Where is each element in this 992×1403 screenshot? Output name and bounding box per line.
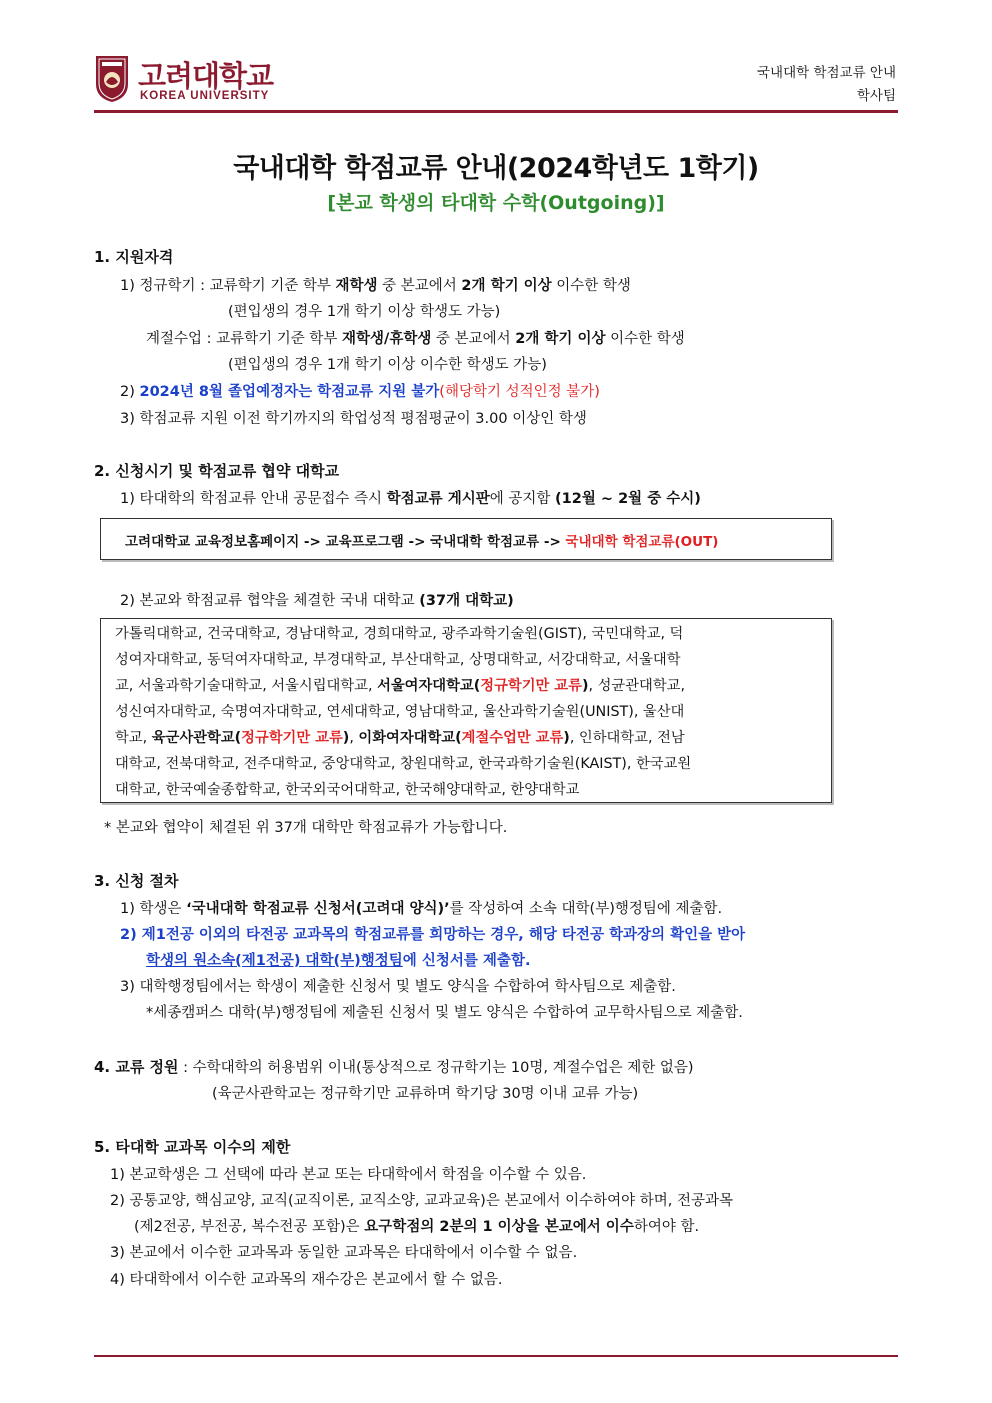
text-bold: 서울여자대학교(: [377, 678, 481, 694]
text-bold: 육군사관학교(: [151, 730, 242, 746]
page-title: 국내대학 학점교류 안내(2024학년도 1학기): [233, 153, 759, 184]
text: 이수한 학생: [551, 278, 631, 294]
university-seal-icon: [94, 54, 130, 104]
s3-item-1: [120, 897, 722, 918]
text-bold: ): [581, 678, 589, 694]
text: 이수한 학생: [605, 331, 685, 347]
submit-office: 학생의 원소속(제1전공) 대학(부)행정팀: [146, 953, 403, 969]
s3-item-3: 3) 대학행정팀에서는 학생이 제출한 신청서 및 별도 양식을 수합하여 학사팀으로 제출함.: [120, 979, 676, 995]
university-list-line: 성여자대학교, 동덕여자대학교, 부경대학교, 부산대학교, 상명대학교, 서강대학교, 서울대학: [115, 652, 681, 668]
page-subtitle: [본교 학생의 타대학 수학(Outgoing)]: [327, 192, 665, 214]
partner-universities-box: [100, 618, 832, 803]
text: : 수학대학의 허용범위 이내(통상적으로 정규학기는 10명, 계절수업은 제한 없음): [178, 1060, 694, 1076]
text-bold: 이화여자대학교(: [358, 730, 462, 746]
header-department: 학사팀: [856, 88, 896, 104]
university-list-line: 대학교, 전북대학교, 전주대학교, 중앙대학교, 창원대학교, 한국과학기술원(KAIST), 한국교원: [115, 756, 692, 772]
text-bold: 재학생: [335, 278, 378, 294]
s5-item-1: 1) 본교학생은 그 선택에 따라 본교 또는 타대학에서 학점을 이수할 수 있음.: [110, 1167, 587, 1183]
text: 중 본교에서: [431, 331, 516, 347]
text: 1) 정규학기 : 교류학기 기준 학부: [120, 278, 336, 294]
university-list-line: [115, 727, 685, 747]
section-4: [94, 1056, 694, 1077]
text: 에 신청서를 제출함.: [402, 953, 531, 969]
section-2-heading: 2. 신청시기 및 학점교류 협약 대학교: [94, 462, 340, 480]
path-target: 국내대학 학점교류(OUT): [565, 534, 719, 550]
section-3-heading: 3. 신청 절차: [94, 872, 179, 890]
university-list-line: 대학교, 한국예술종합학교, 한국외국어대학교, 한국해양대학교, 한양대학교: [115, 782, 580, 798]
text: 하여야 함.: [633, 1219, 700, 1235]
s2-note: * 본교와 협약이 체결된 위 37개 대학만 학점교류가 가능합니다.: [104, 820, 508, 836]
section-5-heading: 5. 타대학 교과목 이수의 제한: [94, 1138, 291, 1156]
text-bold: 요구학점의 2분의 1 이상을 본교에서 이수: [364, 1219, 634, 1235]
s2-item-2: [120, 589, 514, 610]
header-doc-name: 국내대학 학점교류 안내: [757, 65, 896, 81]
s3-item-2-line1: 2) 제1전공 이외의 타전공 교과목의 학점교류를 희망하는 경우, 해당 타전공 학과장의 확인을 받아: [120, 927, 746, 943]
logo-text-english: KOREA UNIVERSITY: [140, 90, 270, 102]
s1-item-3: 3) 학점교류 지원 이전 학기까지의 학업성적 평점평균이 3.00 이상인 학생: [120, 411, 587, 427]
text-bold: (12월 ~ 2월 중 수시): [555, 491, 701, 507]
text-bold: 2개 학기 이상: [515, 331, 606, 347]
text: 에 공지함: [489, 491, 556, 507]
text-bold: 재학생/휴학생: [342, 331, 432, 347]
text: , 성균관대학교,: [588, 678, 685, 694]
text: 교, 서울과학기술대학교, 서울시립대학교,: [115, 678, 378, 694]
s3-item-2-line2: [146, 949, 530, 970]
text: ,: [349, 730, 359, 746]
form-name: ‘국내대학 학점교류 신청서(고려대 양식)’: [186, 901, 450, 917]
s1-item-1b: [146, 327, 685, 348]
header-right-info: [757, 62, 896, 108]
s1-item-1b-note: (편입생의 경우 1개 학기 이상 이수한 학생도 가능): [228, 357, 547, 373]
text: , 인하대학교, 전남: [569, 730, 685, 746]
logo-text-korean: 고려대학교: [138, 59, 274, 93]
text-bold: 학점교류 게시판: [386, 491, 490, 507]
s5-item-2-line1: 2) 공통교양, 핵심교양, 교직(교직이론, 교직소양, 교과교육)은 본교에서 이수하여야 하며, 전공과목: [110, 1193, 733, 1209]
university-list-line: 가톨릭대학교, 건국대학교, 경남대학교, 경희대학교, 광주과학기술원(GIST), 국민대학교, 덕: [115, 626, 684, 642]
text: 1) 학생은: [120, 901, 187, 917]
text: 학교,: [115, 730, 152, 746]
navigation-path: [125, 530, 718, 550]
text: 2): [120, 384, 140, 400]
text: (제2전공, 부전공, 복수전공 포함)은: [134, 1219, 365, 1235]
path-text: 고려대학교 교육정보홈페이지 -> 교육프로그램 -> 국내대학 학점교류 ->: [125, 534, 566, 550]
university-list-line: [115, 675, 685, 695]
text-bold: (37개 대학교): [419, 593, 514, 609]
text-bold: ): [563, 730, 570, 746]
s1-item-1: [120, 274, 631, 295]
s1-item-1-note: (편입생의 경우 1개 학기 이상 학생도 가능): [228, 304, 501, 320]
text-bold: ): [342, 730, 350, 746]
s2-item-1: [120, 487, 701, 508]
text: 계절수업 : 교류학기 기준 학부: [146, 331, 343, 347]
navigation-path-box: [100, 518, 832, 560]
text: 2) 본교와 학점교류 협약을 체결한 국내 대학교: [120, 593, 420, 609]
restriction-note: 계절수업만 교류: [461, 730, 564, 746]
text: 를 작성하여 소속 대학(부)행정팀에 제출함.: [449, 901, 723, 917]
text: 1) 타대학의 학점교류 안내 공문접수 즉시: [120, 491, 387, 507]
graduation-warning-note: (해당학기 성적인정 불가): [439, 384, 600, 400]
footer-divider: [94, 1355, 898, 1357]
s5-item-4: 4) 타대학에서 이수한 교과목의 재수강은 본교에서 할 수 없음.: [110, 1272, 503, 1288]
section-1-heading: 1. 지원자격: [94, 248, 174, 266]
text-bold: 2개 학기 이상: [461, 278, 552, 294]
university-logo: [94, 52, 324, 110]
s1-item-2: [120, 380, 600, 401]
restriction-note: 정규학기만 교류: [480, 678, 582, 694]
graduation-warning: 2024년 8월 졸업예정자는 학점교류 지원 불가: [139, 384, 440, 400]
restriction-note: 정규학기만 교류: [241, 730, 343, 746]
header-divider: [94, 110, 898, 113]
s4-note: (육군사관학교는 정규학기만 교류하며 학기당 30명 이내 교류 가능): [212, 1086, 639, 1102]
text: 중 본교에서: [377, 278, 462, 294]
s5-item-3: 3) 본교에서 이수한 교과목과 동일한 교과목은 타대학에서 이수할 수 없음.: [110, 1245, 578, 1261]
section-4-heading: 4. 교류 정원: [94, 1058, 179, 1076]
university-list-line: 성신여자대학교, 숙명여자대학교, 연세대학교, 영남대학교, 울산과학기술원(UNIST), 울산대: [115, 704, 685, 720]
s3-item-3-note: *세종캠퍼스 대학(부)행정팀에 제출된 신청서 및 별도 양식은 수합하여 교무학사팀으로 제출함.: [146, 1005, 743, 1021]
s5-item-2-line2: [134, 1215, 699, 1236]
